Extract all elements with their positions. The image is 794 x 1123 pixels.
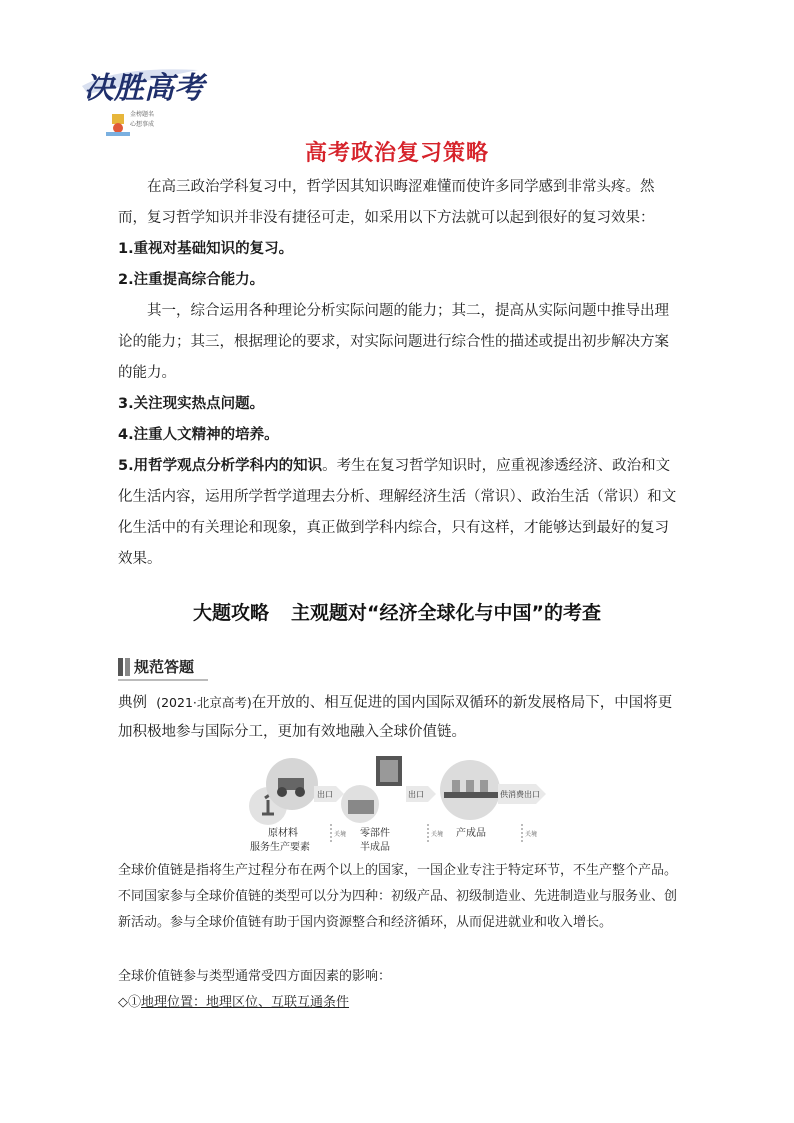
stage-2-line1: 零部件 bbox=[360, 828, 390, 839]
brand-logo bbox=[78, 56, 208, 142]
stage-1-line2: 服务生产要素 bbox=[250, 842, 310, 853]
gate-3: 关境 bbox=[525, 831, 538, 838]
section-heading bbox=[0, 598, 794, 625]
export-label-2: 出口 bbox=[408, 790, 424, 799]
stage-2-line2: 半成品 bbox=[360, 842, 390, 853]
point-2-detail: 其一，综合运用各种理论分析实际问题的能力；其二，提高从实际问题中推导出理论的能力；其三，根据理论的要求，对实际问题进行综合性的描述或提出初步解决方案的能力。 bbox=[118, 303, 669, 381]
point-4: 4.注重人文精神的培养。 bbox=[118, 427, 279, 443]
note-paragraph-2: 全球价值链参与类型通常受四方面因素的影响： bbox=[118, 969, 392, 984]
page-title: 高考政治复习策略 bbox=[304, 141, 489, 166]
tag-label: 规范答题 bbox=[134, 658, 195, 676]
point-1: 1.重视对基础知识的复习。 bbox=[118, 241, 294, 257]
tag-bar-icon bbox=[118, 658, 123, 676]
note-paragraph-1: 全球价值链是指将生产过程分布在两个以上的国家，一国企业专注于特定环节，不生产整个产品。不同国家参与全球价值链的类型可以分为四种：初级产品、初级制造业、先进制造业与服务业、创新活动。参与全球价值链有助于国内资源整合和经济循环，从而促进就业和收入增长。 bbox=[118, 863, 678, 930]
intro-paragraph: 在高三政治学科复习中，哲学因其知识晦涩难懂而使许多同学感到非常头疼。然而，复习哲学知识并非没有捷径可走，如采用以下方法就可以起到很好的复习效果： bbox=[118, 179, 655, 226]
gate-1: 关境 bbox=[334, 831, 347, 838]
stage-1-line1: 原材料 bbox=[268, 828, 298, 839]
logo-text: 决胜高考 bbox=[84, 71, 204, 106]
stage-3-label: 产成品 bbox=[456, 828, 486, 839]
point-5 bbox=[118, 451, 678, 575]
point-5-body: 。考生在复习哲学知识时，应重视渗透经济、政治和文化生活内容，运用所学哲学道理去分析、理解经济生活（常识）、政治生活（常识）和文化生活中的有关理论和现象，真正做到学科内综合，只有这样，才能够达到最好的复习效果。 bbox=[118, 458, 677, 567]
example-label: 典例 bbox=[118, 695, 147, 711]
gate-2: 关境 bbox=[431, 831, 444, 838]
example-source: (2021·北京高考) bbox=[156, 695, 252, 710]
example-text: 在开放的、相互促进的国内国际双循环的新发展格局下，中国将更加积极地参与国际分工，更加有效地融入全球价值链。 bbox=[118, 695, 673, 740]
point-3: 3.关注现实热点问题。 bbox=[118, 396, 265, 412]
export-label-3: 供消费出口 bbox=[500, 790, 540, 799]
point-2: 2.注重提高综合能力。 bbox=[118, 272, 265, 288]
brand-logo-graphic bbox=[78, 56, 208, 142]
point-5-heading: 5.用哲学观点分析学科内的知识 bbox=[118, 458, 323, 474]
tag-divider bbox=[118, 679, 208, 681]
note-item-1 bbox=[118, 990, 684, 1016]
note-item-prefix: ◇① bbox=[118, 995, 141, 1010]
value-chain-diagram bbox=[248, 750, 548, 856]
section-heading-right: 主观题对“经济全球化与中国”的考查 bbox=[291, 602, 601, 624]
note-item-text: 地理位置：地理区位、互联互通条件 bbox=[141, 995, 350, 1010]
example-paragraph bbox=[118, 688, 684, 747]
logo-tagline-2: 心想事成 bbox=[130, 121, 155, 128]
logo-tagline-1: 金榜题名 bbox=[130, 111, 155, 118]
answer-tag bbox=[118, 656, 208, 678]
export-label-1: 出口 bbox=[317, 790, 333, 799]
section-heading-left: 大题攻略 bbox=[193, 602, 270, 624]
